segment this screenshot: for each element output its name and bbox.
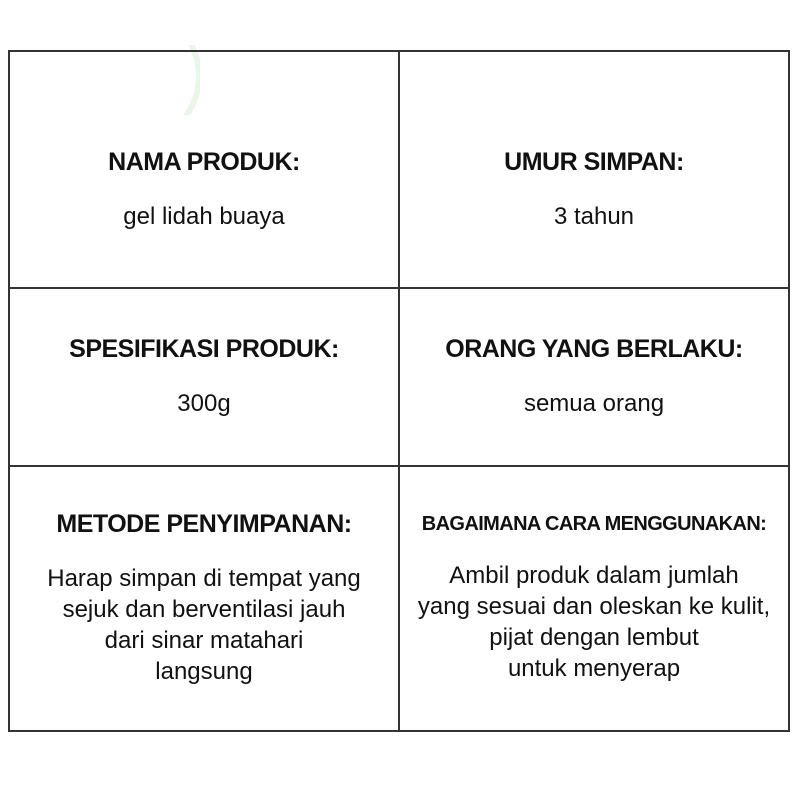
- applicable-people-value: semua orang: [523, 390, 665, 417]
- cell-storage-method: [9, 466, 399, 731]
- storage-method-value: Harap simpan di tempat yang sejuk dan berventilasi jauh dari sinar matahari langsung: [47, 565, 361, 685]
- product-name-label: NAMA PRODUK:: [108, 147, 300, 176]
- cell-how-to-use: [399, 466, 789, 731]
- table-row: [9, 466, 789, 731]
- cell-applicable-people: [399, 288, 789, 466]
- table-row: [9, 51, 789, 288]
- specification-label: SPESIFIKASI PRODUK:: [69, 335, 339, 363]
- specification-value: 300g: [177, 390, 231, 417]
- product-name-value: gel lidah buaya: [123, 202, 285, 230]
- cell-product-name: [9, 51, 399, 288]
- product-spec-table: [8, 50, 790, 732]
- how-to-use-value: Ambil produk dalam jumlah yang sesuai dan oleskan ke kulit, pijat dengan lembut untuk menyerap: [417, 562, 771, 682]
- cell-shelf-life: [399, 51, 789, 288]
- shelf-life-label: UMUR SIMPAN:: [504, 147, 684, 176]
- how-to-use-label: BAGAIMANA CARA MENGGUNAKAN:: [421, 513, 767, 535]
- applicable-people-label: ORANG YANG BERLAKU:: [445, 335, 743, 363]
- cell-specification: [9, 288, 399, 466]
- shelf-life-value: 3 tahun: [553, 202, 635, 230]
- table-row: [9, 288, 789, 466]
- storage-method-label: METODE PENYIMPANAN:: [56, 510, 352, 538]
